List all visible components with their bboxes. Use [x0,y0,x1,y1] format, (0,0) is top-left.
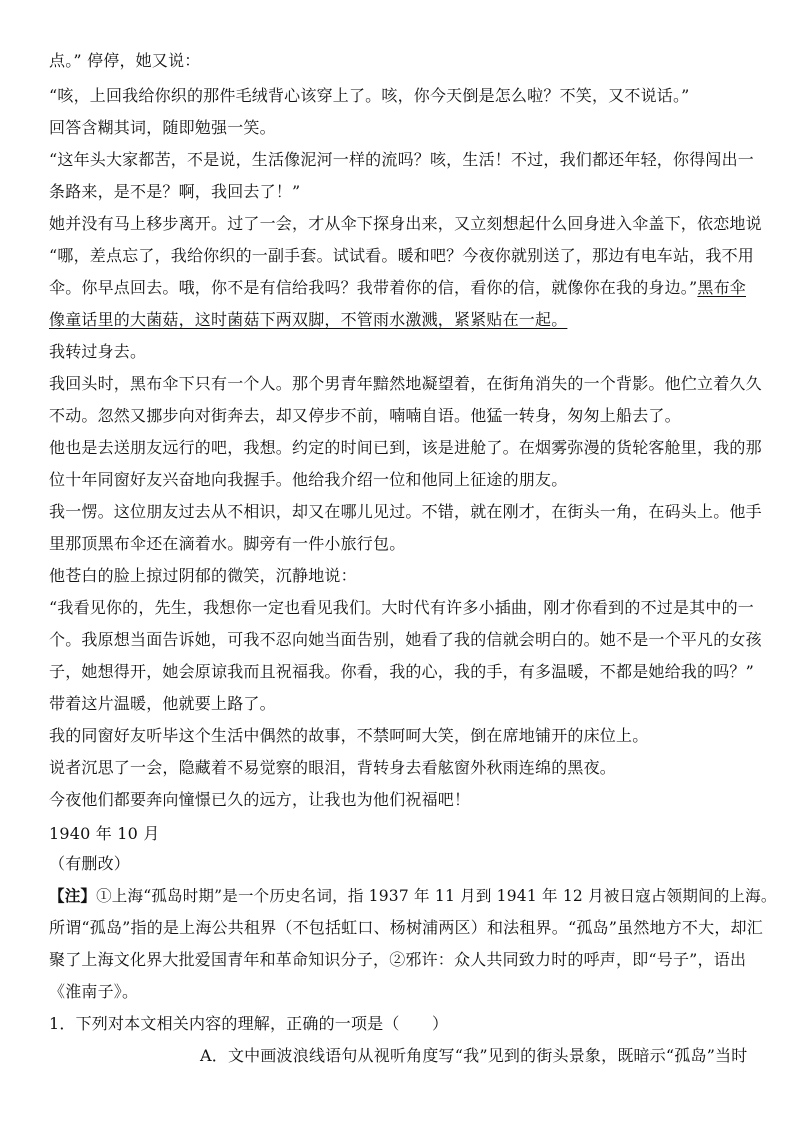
text-line: 他苍白的脸上掠过阴郁的微笑，沉静地说： [49,566,357,585]
text-line: 个。我原想当面告诉她，可我不忍向她当面告别，她看了我的信就会明白的。她不是一个平凡的女孩 [49,630,762,649]
text-line: 带着这片温暖，他就要上路了。 [49,694,276,713]
text-line: 位十年同窗好友兴奋地向我握手。他给我介绍一位和他同上征途的朋友。 [49,470,568,489]
text-line: 不动。忽然又挪步向对街奔去，却又停步不前，喃喃自语。他猛一转身，匆匆上船去了。 [49,406,681,425]
text-line: 我的同窗好友听毕这个生活中偶然的故事，不禁呵呵大笑，倒在席地铺开的床位上。 [49,726,649,745]
footnote-text: ①上海“孤岛时期”是一个历史名词，指 1937 年 11 月到 1941 年 12 月被日寇占领期间的上海。 [96,887,777,905]
text-line: “咳，上回我给你织的那件毛绒背心该穿上了。咳，你今天倒是怎么啦？不笑，又不说话。” [49,86,690,105]
text-line: “这年头大家都苦，不是说，生活像泥河一样的流吗？咳，生活！不过，我们都还年轻，你得闯出一 [49,150,754,169]
text-line: 我回头时，黑布伞下只有一个人。那个男青年黯然地凝望着，在街角消失的一个背影。他伫立着久久 [49,374,762,393]
option-a: A．文中画波浪线语句从视听角度写“我”见到的街头景象，既暗示“孤岛”当时 [200,1046,748,1065]
date-line: 1940 年 10 月 [49,824,160,843]
abridged-note: （有删改） [49,854,131,873]
text-line: 回答含糊其词，随即勉强一笑。 [49,118,276,137]
text-line: “我看见你的，先生，我想你一定也看见我们。大时代有许多小插曲，刚才你看到的不过是其中的一 [49,598,754,617]
footnote-line: 所谓“孤岛”指的是上海公共租界（不包括虹口、杨树浦两区）和法租界。“孤岛”虽然地方不大，却汇 [49,918,763,937]
text-line: 我转过身去。 [49,342,147,361]
text-line: 点。” 停停，她又说： [49,51,201,70]
footnote-line [49,885,777,907]
footnote-line: 聚了上海文化界大批爱国青年和革命知识分子，②邪许：众人共同致力时的呼声，即“号子”，语出 [49,950,747,969]
text-line: 里那顶黑布伞还在滴着水。脚旁有一件小旅行包。 [49,534,406,553]
text-line: “哪，差点忘了，我给你织的一副手套。试试看。暖和吧？今夜你就别送了，那边有电车站，我不用 [49,246,754,265]
question-1: 1．下列对本文相关内容的理解，正确的一项是（ ） [49,1014,449,1033]
text-line: 今夜他们都要奔向憧憬已久的远方，让我也为他们祝福吧！ [49,790,471,809]
text-line [49,277,746,299]
text-line: 她并没有马上移步离开。过了一会，才从伞下探身出来，又立刻想起什么回身进入伞盖下，依恋地说 [49,214,762,233]
footnote-label: 【注】 [49,886,97,905]
underlined-phrase: 黑布伞 [697,278,746,297]
text-line: 我一愣。这位朋友过去从不相识，却又在哪儿见过。不错，就在刚才，在街头一角，在码头上。他手 [49,502,762,521]
text-line: 他也是去送朋友远行的吧，我想。约定的时间已到，该是进舱了。在烟雾弥漫的货轮客舱里，我的那 [49,438,762,457]
text-line: 说者沉思了一会，隐藏着不易觉察的眼泪，背转身去看舷窗外秋雨连绵的黑夜。 [49,758,617,777]
footnote-line: 《淮南子》。 [49,982,139,1001]
text-line: 子，她想得开，她会原谅我而且祝福我。你看，我的心，我的手，有多温暖，不都是她给我的吗？” [49,662,754,681]
text-line: 条路来，是不是？啊，我回去了！” [49,182,301,201]
text-line-body: 伞。你早点回去。哦，你不是有信给我吗？我带着你的信，看你的信，就像你在我的身边。” [49,278,698,297]
underlined-line: 像童话里的大菌菇，这时菌菇下两双脚，不管雨水激溅，紧紧贴在一起。 [49,310,568,329]
